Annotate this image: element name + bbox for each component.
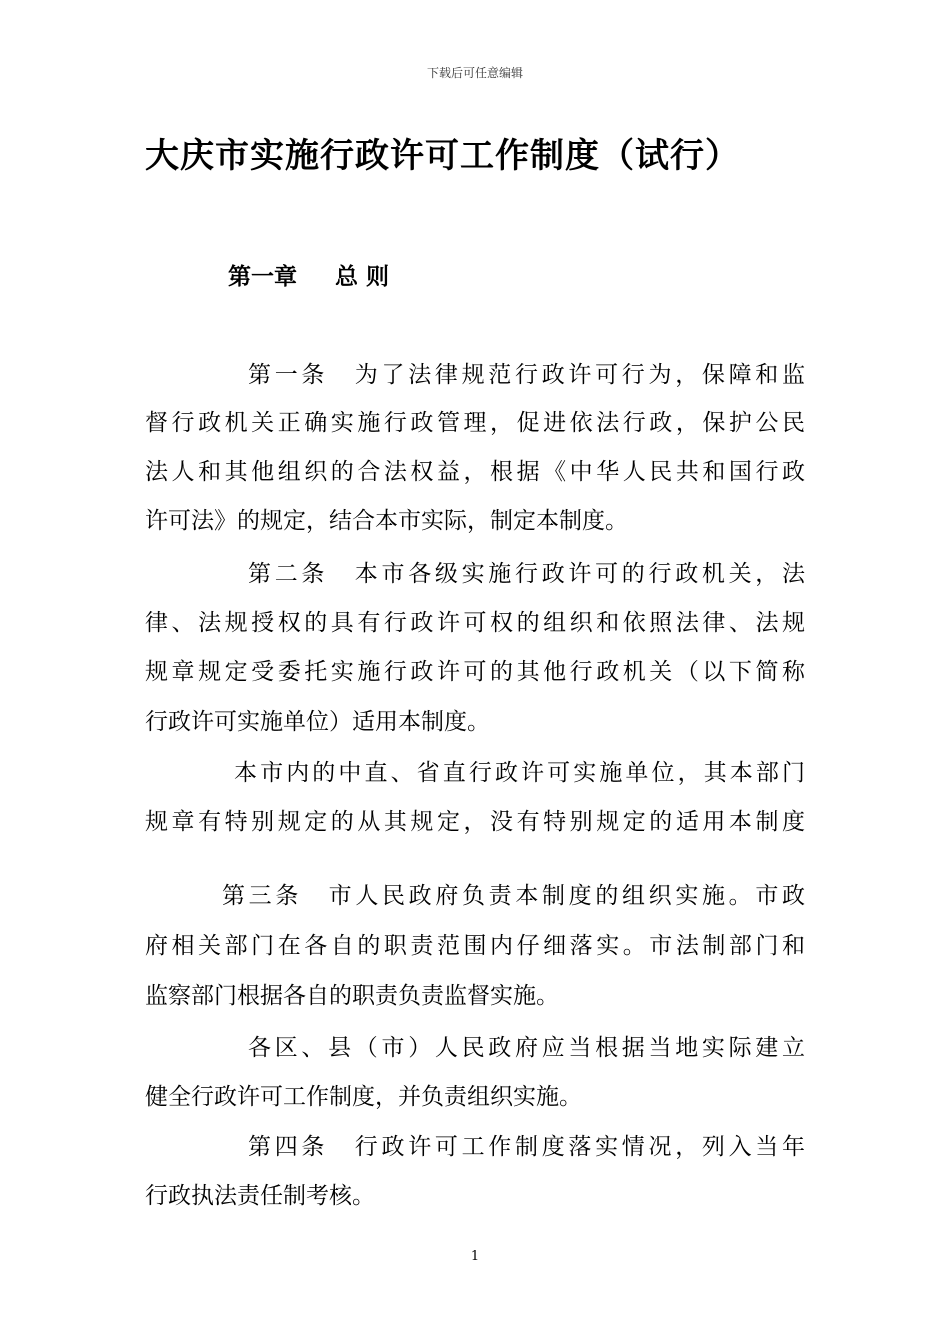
article-3-line-3: 监察部门根据各自的职责负责监督实施。 — [145, 983, 559, 1009]
chapter-heading — [228, 258, 389, 291]
article-1-line-4: 许可法》的规定，结合本市实际，制定本制度。 — [145, 508, 628, 534]
article-2-line-3: 规章规定受委托实施行政许可的其他行政机关（以下简称 — [145, 659, 805, 685]
article-1-line-3: 法人和其他组织的合法权益，根据《中华人民共和国行政 — [145, 459, 805, 485]
page-number: 1 — [470, 1249, 480, 1264]
article-4-line-1: 第四条 行政许可工作制度落实情况，列入当年 — [248, 1134, 805, 1160]
article-1-line-1: 第一条 为了法律规范行政许可行为，保障和监 — [248, 362, 805, 388]
header-note: 下载后可任意编辑 — [426, 66, 523, 80]
article-3-line-2: 府相关部门在各自的职责范围内仔细落实。市法制部门和 — [145, 933, 805, 959]
article-2-line-1: 第二条 本市各级实施行政许可的行政机关，法 — [248, 561, 805, 587]
article-2-para-2-line-1: 本市内的中直、省直行政许可实施单位，其本部门 — [234, 760, 805, 786]
article-2-para-2-line-2: 规章有特别规定的从其规定，没有特别规定的适用本制度 — [145, 809, 805, 835]
document-title: 大庆市实施行政许可工作制度（试行） — [145, 136, 740, 176]
article-1-line-2: 督行政机关正确实施行政管理，促进依法行政，保护公民 — [145, 410, 805, 436]
article-2-line-4: 行政许可实施单位）适用本制度。 — [145, 709, 490, 735]
chapter-number: 第一章 — [228, 264, 297, 290]
article-3-para-2-line-1: 各区、县（市）人民政府应当根据当地实际建立 — [248, 1035, 805, 1061]
article-3-line-1: 第三条 市人民政府负责本制度的组织实施。市政 — [222, 883, 805, 909]
chapter-name: 总 则 — [335, 264, 390, 290]
article-4-line-2: 行政执法责任制考核。 — [145, 1183, 375, 1209]
article-2-line-2: 律、法规授权的具有行政许可权的组织和依照法律、法规 — [145, 610, 805, 636]
article-3-para-2-line-2: 健全行政许可工作制度，并负责组织实施。 — [145, 1084, 582, 1110]
